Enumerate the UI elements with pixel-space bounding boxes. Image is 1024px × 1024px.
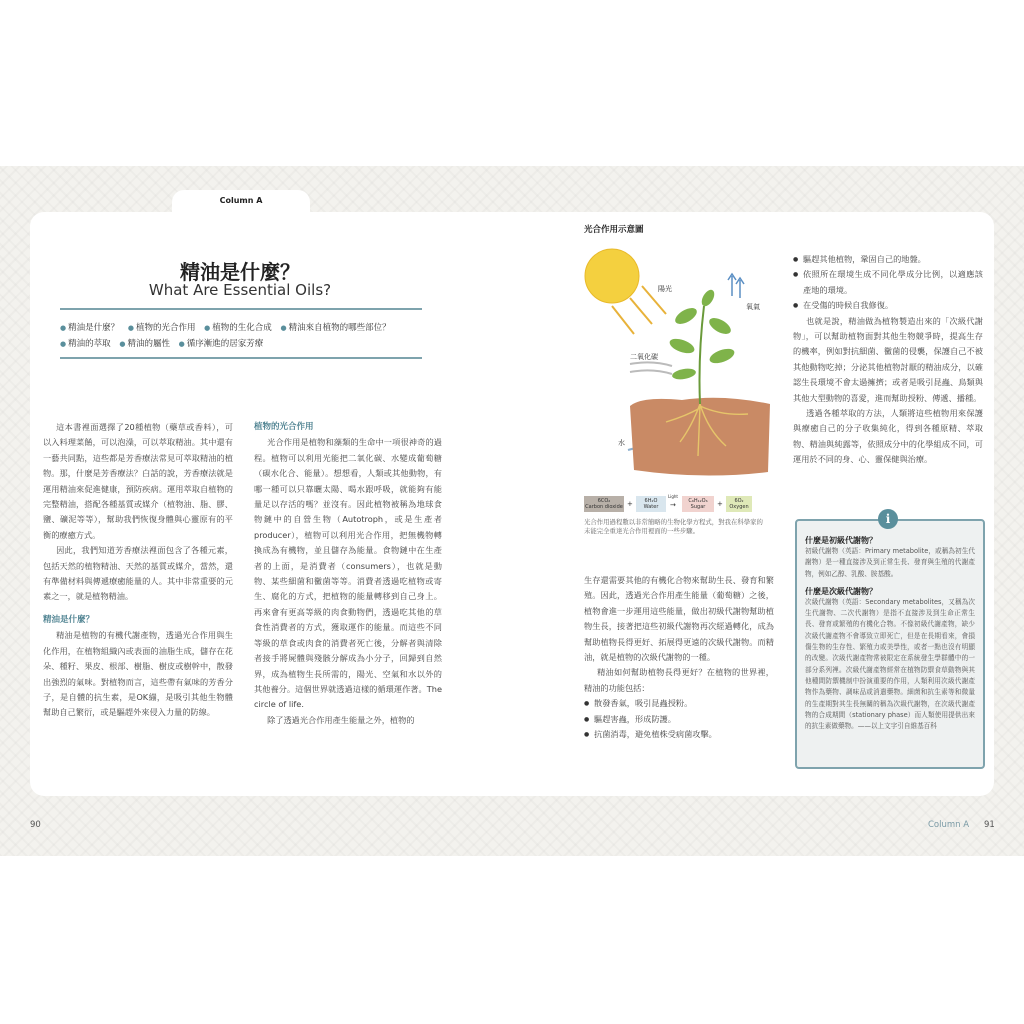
label-water: 水 [618, 439, 625, 447]
function-list [584, 696, 774, 742]
running-footer: Column A [928, 820, 970, 830]
co2-arrows-icon [630, 362, 672, 374]
text-column-4 [793, 252, 983, 468]
function-list-continued [793, 252, 983, 314]
paragraph: 除了透過光合作用產生能量之外，植物的 [267, 714, 415, 725]
list-item: ● 依照所在環境生成不同化學成分比例，以適應該產地的環境。 [793, 267, 983, 298]
diagram-title: 光合作用示意圖 [584, 225, 644, 235]
label-sunlight: 陽光 [658, 285, 672, 293]
sidebar-paragraph: 初級代謝物（英語：Primary metabolite，或稱為初生代謝物）是一種直接涉及到正常生長、發育與生殖的代謝產物，例如乙醇、乳酸、胺基酸。 [805, 547, 975, 578]
paragraph: 光合作用是植物和藻類的生命中一項很神奇的過程。植物可以利用光能把二氧化碳、水變成葡萄糖（碳水化合、能量）。想想看，人類或其他動物，有哪一種可以只靠曬太陽、喝水跟呼吸，就能夠有能量足以存活的嗎？並沒有。因此植物被稱為地球食物鏈中的自營生物（Autotroph，或是生產者producer），植物可以利用光合作用，把無機物轉換成為有機物，並且儲存為能量。食物鏈中在生產者的上面，是消費者（consumers），也就是動物、某些細菌和黴菌等等。消費者透過吃植物或寄生、腐化的方式，把植物的能量轉移到自己身上。再來會有更高等級的肉食動物們，透過吃其他的草食性消費者的方式，獲取運作的能量。而這些不同等級的草食或肉食的消費者死亡後，分解者與清除者接手將屍體與殘骸分解成為小分子，回歸到自然界，成為植物生長所需的，陽光、空氣和水以外的其他養分。這個世界就透過這樣的循環運作著。The circle of life. [254, 437, 442, 710]
eq-term-sugar: C₆H₁₂O₆ Sugar [682, 496, 714, 512]
page-number-right: 91 [984, 820, 995, 830]
toc-item: ● 精油的萃取 [60, 339, 111, 349]
sidebar-heading: 什麼是次級代謝物？ [805, 586, 877, 596]
sun-icon [585, 249, 639, 303]
title-rule-bottom [60, 357, 422, 359]
info-sidebar [795, 512, 985, 769]
photosynthesis-equation [584, 496, 760, 512]
paragraph: 透過各種萃取的方法，人類將這些植物用來保護與療癒自己的分子收集純化，得到各種原精、萃取物、精油與純露等，依照成分中的化學組成不同，可運用於不同的身、心、靈保健與治療。 [793, 408, 983, 465]
text-column-1 [43, 420, 233, 721]
eq-term-co2: 6CO₂ Carbon dioxide [585, 498, 623, 510]
stem-icon [700, 306, 705, 404]
paragraph: 也就是說，精油做為植物製造出來的「次級代謝物」，可以幫助植物面對其他生物競爭時，提高生存的機率，例如對抗細菌、黴菌的侵襲，保護自己不被其他動物吃掉；分泌其他植物討厭的精油成分，以確認生長環境不會太過擁擠；或者是吸引昆蟲、鳥類與其他大型動物的喜愛，進而幫助授粉、傳遞、播種。 [793, 315, 983, 403]
paragraph: 生存還需要其他的有機化合物來幫助生長、發育和繁殖。因此，透過光合作用產生能量（葡萄糖）之後，植物會進一步運用這些能量，做出初級代謝物幫助植物生長，接著把這些初級代謝物再次經過轉化，成為幫助植物長得更好、拓展得更遠的次級代謝物。而精油，就是植物的次級代謝物的一種。 [584, 575, 774, 663]
text-column-2 [254, 420, 442, 728]
sidebar-heading: 什麼是初級代謝物？ [805, 536, 877, 545]
table-of-contents [60, 320, 420, 352]
paragraph: 精油是植物的有機代謝產物，透過光合作用與生化作用，在植物組織內或表面的油脂生成，儲存在花朵、種籽、果皮、根部、樹脂、樹皮或樹幹中，散發出強烈的氣味。對植物而言，這些帶有氣味的芳香分子，是自體的抗生素，是OK繃，是吸引其他生物體幫助自己繁衍，或是驅趕外來侵入力量的防線。 [43, 630, 233, 718]
paragraph: 精油如何幫助植物長得更好？在植物的世界裡，精油的功能包括： [584, 667, 774, 693]
eq-light-label: Light [668, 494, 678, 499]
eq-arrow: → [670, 501, 676, 509]
sunray [612, 306, 634, 334]
page-subtitle: What Are Essential Oils? [148, 281, 332, 299]
toc-item: ● 循序漸進的居家芳療 [179, 339, 264, 349]
toc-item: ● 植物的生化合成 [204, 323, 272, 333]
section-heading: 植物的光合作用 [254, 422, 314, 432]
toc-item: ● 精油是什麼？ [60, 323, 119, 333]
sunray [630, 298, 652, 324]
label-oxygen: 氧氣 [746, 303, 760, 311]
label-co2: 二氧化碳 [630, 353, 658, 361]
list-item: ● 驅趕害蟲，形成防護。 [584, 712, 774, 727]
oxygen-arrows-icon [728, 274, 744, 298]
title-rule-top [60, 308, 422, 310]
toc-item: ● 精油來自植物的哪些部位？ [280, 323, 390, 333]
page-title: 精油是什麼？ [180, 260, 300, 284]
toc-item: ● 精油的屬性 [119, 339, 170, 349]
list-item: ● 散發香氣，吸引昆蟲授粉。 [584, 696, 774, 711]
eq-plus: + [627, 500, 633, 508]
sidebar-paragraph: 次級代謝物（英語：Secondary metabolites，又稱為次生代謝物、二次代謝物）是指不直接涉及到生命正常生長、發育或繁殖的有機化合物。不像初級代謝產物，缺少次級代謝產物不會導致立即死亡，但是在長期看來，會損傷生物的生存性、繁殖力或美學性，或者一點也沒有明顯的改變。次級代謝產物常被限定在系統發生學群體中的一部分系列裡。次級代謝產物經常在植物防禦食草動物與其他種間防禦機制中扮演重要的作用，人類利用次級代謝產物作為藥物、調味品或消遣藥物。細菌和抗生素等和微量的生產期對其生長無關的稱為次級代謝物，在次級代謝產物的合成期間（stationary phase）而人類使用提供出來的抗生素做藥物。——以上文字引自維基百科 [805, 597, 975, 731]
toc-item: ● 植物的光合作用 [128, 323, 196, 333]
diagram-caption: 光合作用過程數以非常簡略的生物化學方程式，對我在科學家的未能完全重達光合作用裡面的一些步驟。 [584, 518, 763, 535]
column-tab: Column A [172, 190, 310, 216]
photosynthesis-illustration [582, 246, 776, 478]
list-item: ● 抗菌消毒，避免植株受病菌攻擊。 [584, 727, 774, 742]
list-item: ● 驅趕其他植物，鞏固自己的地盤。 [793, 252, 983, 267]
eq-plus: + [717, 500, 723, 508]
paragraph: 因此，我們知道芳香療法裡面包含了各種元素，包括天然的植物精油、天然的基質或媒介，當然，還有準備材料與傳遞療癒能量的人。其中非常重要的元素之一，就是植物精油。 [43, 545, 233, 602]
info-icon: i [878, 509, 898, 529]
text-column-3 [584, 573, 774, 742]
page-number-left: 90 [30, 820, 41, 830]
eq-term-water: 6H₂O Water [636, 496, 666, 512]
list-item: ● 在受傷的時候自我修復。 [793, 298, 983, 313]
eq-term-oxygen: 6O₂ Oxygen [726, 496, 752, 512]
section-heading: 精油是什麼？ [43, 614, 95, 625]
paragraph: 這本書裡面選擇了20種植物（藥草或香料），可以入料理菜餚，可以泡澡，可以萃取精油。其中還有一藝共同點，這些都是芳香療法常見可萃取精油的植物。那，什麼是芳香療法？白話的說，芳香療法就是運用精油來促進健康，預防疾病。運用萃取自植物的完整精油，搭配各種基質或媒介（植物油、脂、膠、鹽、礦泥等等），幫助我們恢復身體與心靈原有的平衡的療癒方式。 [43, 422, 233, 540]
photosynthesis-diagram [582, 246, 776, 478]
